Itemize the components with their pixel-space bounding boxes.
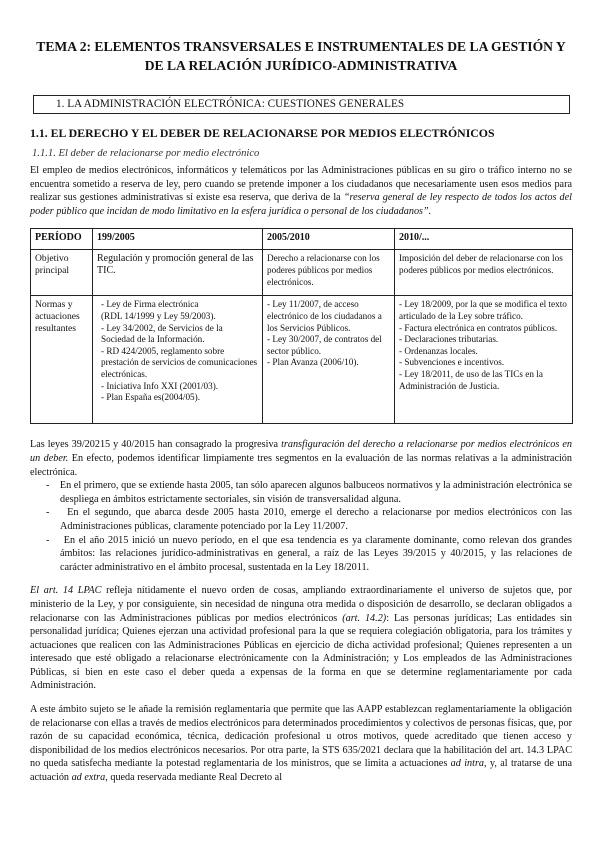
- text-run: : Las personas jurídicas; Las entidades sin personalidad jurídica; Quienes ejerzan una actividad profesional para la que se requiera colegiación obligatoria, para los trámites y actuaciones que realicen con las Administraciones Públicas en ejercicio de dicha actividad profesional; Quienes representen a un interesado que esté obligado a relacionarse electrónicamente con la Administración; y Los empleados de las Administraciones Públicas, si bien en este caso el deber queda a expensas de la forma en que se determine reglamentariamente por cada Administración.: [30, 612, 572, 692]
- segments-list: [30, 479, 572, 574]
- norm-item: - Ley 30/2007, de contratos del sector público.: [267, 334, 382, 356]
- table-cell: [93, 296, 263, 424]
- text-run: , queda reservada mediante Real Decreto al: [105, 772, 283, 784]
- norm-item: - RD 424/2005, reglamento sobre prestación de servicios de comunicaciones electrónicas.: [101, 345, 258, 379]
- table-cell: Derecho a relacionarse con los poderes públicos por medios electrónicos.: [263, 250, 395, 296]
- emphasis: transfiguración del derecho a relacionarse por medios electrónicos en un deber.: [30, 439, 572, 464]
- text-run: , y, al tratarse de una actuación: [30, 758, 572, 784]
- section-heading-box: 1. LA ADMINISTRACIÓN ELECTRÓNICA: CUESTIONES GENERALES: [33, 95, 570, 114]
- table-header: 2010/...: [395, 229, 573, 250]
- norm-item: (RDL 14/1999 y Ley 59/2003).: [101, 310, 216, 321]
- table-header: 2005/2010: [263, 229, 395, 250]
- intro-text: El empleo de medios electrónicos, informáticos y telemáticos por las Administraciones públicas en su giro o tráfico interno no se encuentra sometido a reserva de ley, pero cuando se pretende imponer a los ciudadanos que necesariamente usen esos medios para realizar sus gestiones administrativas sí existe esa reserva, que deriva de la: [30, 165, 572, 204]
- emphasis: (art. 14.2): [342, 612, 387, 624]
- table-cell: Regulación y promoción general de las TIC.: [93, 250, 263, 296]
- heading-1-1: 1.1. EL DERECHO Y EL DEBER DE RELACIONARSE POR MEDIOS ELECTRÓNICOS: [30, 126, 495, 140]
- list-item: - En el primero, que se extiende hasta 2005, tan sólo aparecen algunos balbuceos normativos y la administración electrónica se despliega en ámbitos estrictamente sectoriales, sin visión de transversalidad alguna.: [46, 480, 572, 505]
- list-item: - En el año 2015 inició un nuevo período, en el que esa tendencia es ya claramente dominante, como relevan dos grandes ámbitos: las relaciones jurídico-administrativas en general, a raíz de las Leyes 39/2015 y 40/2015, y las relaciones de carácter administrativo en el ámbito procesal, sustentada en la Ley 18/2011.: [46, 534, 572, 573]
- table-header-row: [31, 229, 573, 250]
- norm-item: - Declaraciones tributarias.: [399, 334, 499, 345]
- row-label: Normas y actuaciones resultantes: [31, 296, 93, 424]
- table-cell: [263, 296, 395, 424]
- table-cell: [395, 296, 573, 424]
- regulation-paragraph: [30, 703, 572, 785]
- norm-item: - Factura electrónica en contratos públicos.: [399, 322, 558, 333]
- list-item-text: En el segundo, que abarca desde 2005 hasta 2010, emerge el derecho a relacionarse por medios electrónicos con las Administraciones públicas, claramente potenciado por la Ley 11/2007.: [60, 507, 572, 532]
- evolution-paragraph: [30, 438, 572, 479]
- norm-item: - Ley 34/2002, de Servicios de la Sociedad de la Información.: [101, 322, 223, 345]
- table-header: PERÍODO: [31, 229, 93, 250]
- norm-item: - Plan España es(2004/05).: [101, 392, 200, 403]
- table-row: [31, 296, 573, 424]
- emphasis: ad extra: [71, 772, 106, 784]
- norm-item: - Subvenciones e incentivos.: [399, 357, 505, 368]
- list-item: - En el segundo, que abarca desde 2005 hasta 2010, emerge el derecho a relacionarse por medios electrónicos con las Administraciones públicas, claramente potenciado por la Ley 11/2007.: [46, 507, 572, 532]
- intro-quote: “reserva general de ley respecto de todos los actos del poder público que incidan de modo limitativo en la esfera jurídica o personal de los ciudadanos”.: [30, 192, 572, 217]
- title-line-1: TEMA 2: ELEMENTOS TRANSVERSALES E INSTRUMENTALES DE LA GESTIÓN Y: [36, 39, 566, 54]
- art14-paragraph: [30, 584, 572, 693]
- text-run: refleja nítidamente el nuevo orden de cosas, ampliando extraordinariamente el universo de sujetos que, por ministerio de la Ley, y por consiguiente, sin necesidad de ninguna otra medida o disposición de desarrollo, se declaran obligados a relacionarse con las Administraciones públicas por medios electrónicos: [30, 585, 572, 624]
- emphasis: El art. 14 LPAC: [30, 585, 102, 597]
- list-item-text: En el año 2015 inició un nuevo período, en el que esa tendencia es ya claramente dominante, como relevan dos grandes ámbitos: las relaciones jurídico-administrativas en general, a raíz de las Leyes 39/2015 y 40/2015, y las relaciones de carácter administrativo en el ámbito procesal, sustentada en la Ley 18/2011.: [60, 534, 572, 573]
- norm-item: - Ley 11/2007, de acceso electrónico de los ciudadanos a los Servicios Públicos.: [267, 299, 382, 333]
- table-cell: Imposición del deber de relacionarse con los poderes públicos por medios electrónicos.: [395, 250, 573, 296]
- norm-item: - Ordenanzas locales.: [399, 345, 478, 356]
- text-run: A este ámbito sujeto se le añade la remisión reglamentaria que permite que las AAPP establezcan reglamentariamente la obligación de relacionarse con ellas a través de medios electrónicos para determinados procedimientos y colectivos de personas físicas, que, por razón de su capacidad económica, técnica, dedicación profesional u otros motivos, quede acreditado que tienen acceso y disponibilidad de los medios electrónicos necesarios. Por otra parte, la STS 635/2021 declara que la habilitación del art. 14.3 LPAC no queda satisfecha mediante la potestad reglamentaria de los ministros, que se limita a actuaciones: [30, 704, 572, 770]
- periods-table: [30, 228, 573, 424]
- intro-paragraph: [30, 164, 572, 218]
- list-item-text: En el primero, que se extiende hasta 2005, tan sólo aparecen algunos balbuceos normativos y la administración electrónica se despliega en ámbitos estrictamente sectoriales, sin visión de transversalidad alguna.: [59, 480, 572, 505]
- row-label: Objetivo principal: [31, 250, 93, 296]
- norm-item: - Iniciativa Info XXI (2001/03).: [101, 380, 219, 391]
- page-title: [30, 0, 572, 75]
- text-run: En efecto, podemos identificar limpiamente tres segmentos en la evaluación de las normas relativas a la administración electrónica.: [30, 452, 572, 478]
- norm-item: - Ley 18/2011, de uso de las TICs en la Administración de Justicia.: [399, 368, 543, 391]
- norm-item: - Ley 18/2009, por la que se modifica el texto articulado de la Ley sobre tráfico.: [399, 299, 567, 321]
- heading-1-1-1: 1.1.1. El deber de relacionarse por medio electrónico: [32, 148, 260, 159]
- norm-item: - Ley de Firma electrónica: [101, 299, 199, 310]
- emphasis: ad intra: [450, 758, 485, 770]
- title-line-2: DE LA RELACIÓN JURÍDICO-ADMINISTRATIVA: [144, 58, 458, 73]
- norm-item: - Plan Avanza (2006/10).: [267, 357, 359, 368]
- table-row: [31, 250, 573, 296]
- text-run: Las leyes 39/20215 y 40/2015 han consagrado la progresiva: [30, 439, 282, 451]
- table-header: 199/2005: [93, 229, 263, 250]
